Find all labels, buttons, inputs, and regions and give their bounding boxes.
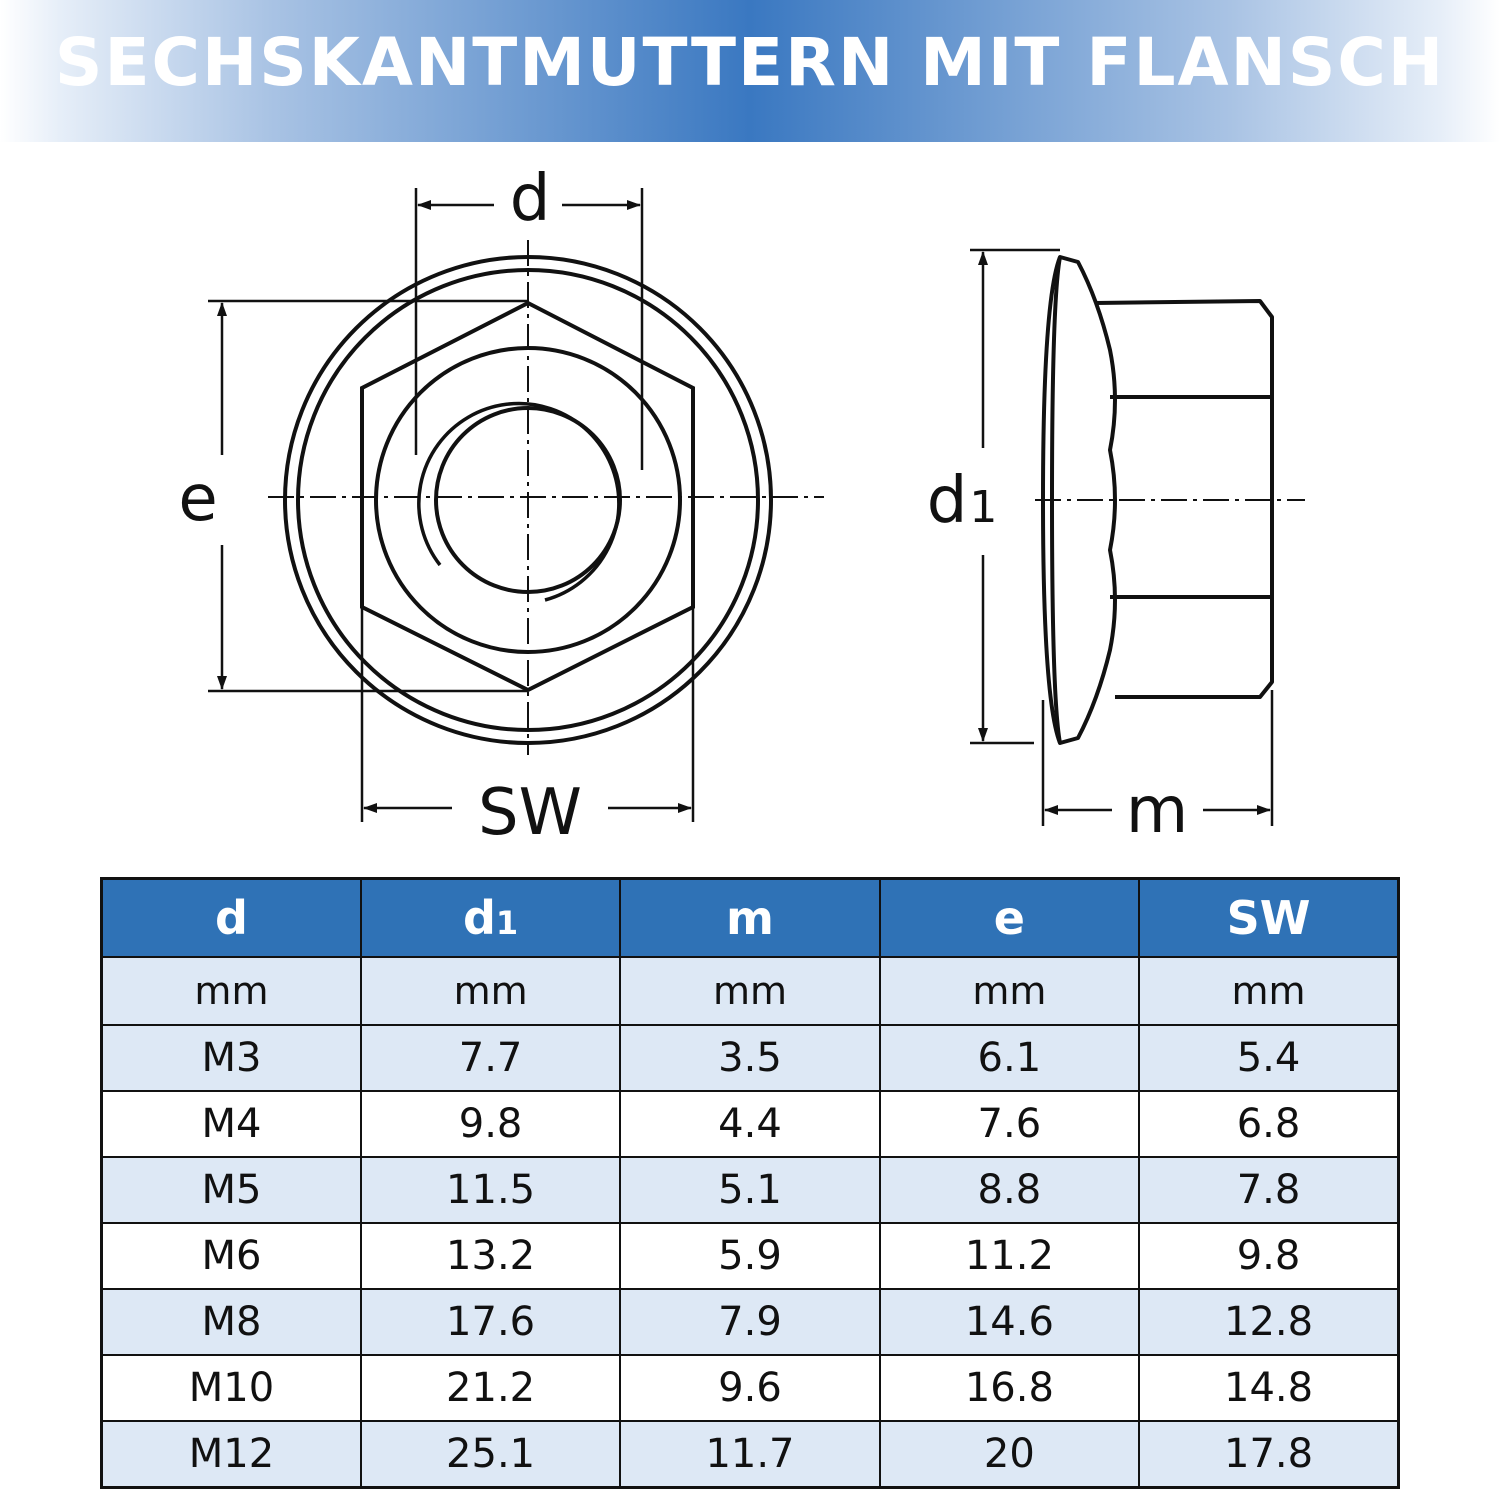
table-cell: M12 (102, 1421, 361, 1488)
label-d: d (509, 162, 551, 236)
table-cell: 12.8 (1139, 1289, 1398, 1355)
table-cell: 8.8 (880, 1157, 1139, 1223)
unit-cell: mm (880, 957, 1139, 1025)
header-d1: d1 (361, 879, 620, 958)
table-cell: 25.1 (361, 1421, 620, 1488)
table-cell: 16.8 (880, 1355, 1139, 1421)
table-cell: 4.4 (620, 1091, 879, 1157)
table-cell: M10 (102, 1355, 361, 1421)
table-cell: M6 (102, 1223, 361, 1289)
table-header-row (102, 879, 1399, 958)
label-e: e (178, 462, 218, 536)
table-units-row (102, 957, 1399, 1025)
table-row (102, 1223, 1399, 1289)
table-cell: 7.6 (880, 1091, 1139, 1157)
table-cell: 17.8 (1139, 1421, 1398, 1488)
header-sw: SW (1139, 879, 1398, 958)
table-row (102, 1091, 1399, 1157)
table-cell: 11.2 (880, 1223, 1139, 1289)
table-cell: 5.1 (620, 1157, 879, 1223)
header-m: m (620, 879, 879, 958)
table-cell: 7.8 (1139, 1157, 1398, 1223)
table-cell: 14.8 (1139, 1355, 1398, 1421)
label-sw: SW (478, 776, 582, 850)
table-cell: 17.6 (361, 1289, 620, 1355)
table-row (102, 1157, 1399, 1223)
label-m: m (1125, 774, 1189, 848)
table-cell: 21.2 (361, 1355, 620, 1421)
table-cell: 7.9 (620, 1289, 879, 1355)
front-centerlines (268, 240, 824, 755)
table-cell: M4 (102, 1091, 361, 1157)
table-cell: M5 (102, 1157, 361, 1223)
spec-table (100, 877, 1400, 1489)
table-cell: 9.8 (1139, 1223, 1398, 1289)
table-cell: 5.9 (620, 1223, 879, 1289)
table-row (102, 1025, 1399, 1091)
table-cell: 11.5 (361, 1157, 620, 1223)
header-e: e (880, 879, 1139, 958)
label-d1: d1 (926, 464, 998, 538)
header-d: d (102, 879, 361, 958)
table-cell: 20 (880, 1421, 1139, 1488)
table-cell: 11.7 (620, 1421, 879, 1488)
table-cell: 13.2 (361, 1223, 620, 1289)
table-cell: M3 (102, 1025, 361, 1091)
table-cell: M8 (102, 1289, 361, 1355)
page-title: SECHSKANTMUTTERN MIT FLANSCH (54, 24, 1446, 101)
unit-cell: mm (102, 957, 361, 1025)
unit-cell: mm (361, 957, 620, 1025)
table-cell: 9.8 (361, 1091, 620, 1157)
table-cell: 7.7 (361, 1025, 620, 1091)
table-cell: 6.1 (880, 1025, 1139, 1091)
table-cell: 14.6 (880, 1289, 1139, 1355)
table-cell: 6.8 (1139, 1091, 1398, 1157)
table-cell: 3.5 (620, 1025, 879, 1091)
table-row (102, 1355, 1399, 1421)
unit-cell: mm (620, 957, 879, 1025)
unit-cell: mm (1139, 957, 1398, 1025)
table-row (102, 1421, 1399, 1488)
table-row (102, 1289, 1399, 1355)
table-cell: 5.4 (1139, 1025, 1398, 1091)
table-cell: 9.6 (620, 1355, 879, 1421)
